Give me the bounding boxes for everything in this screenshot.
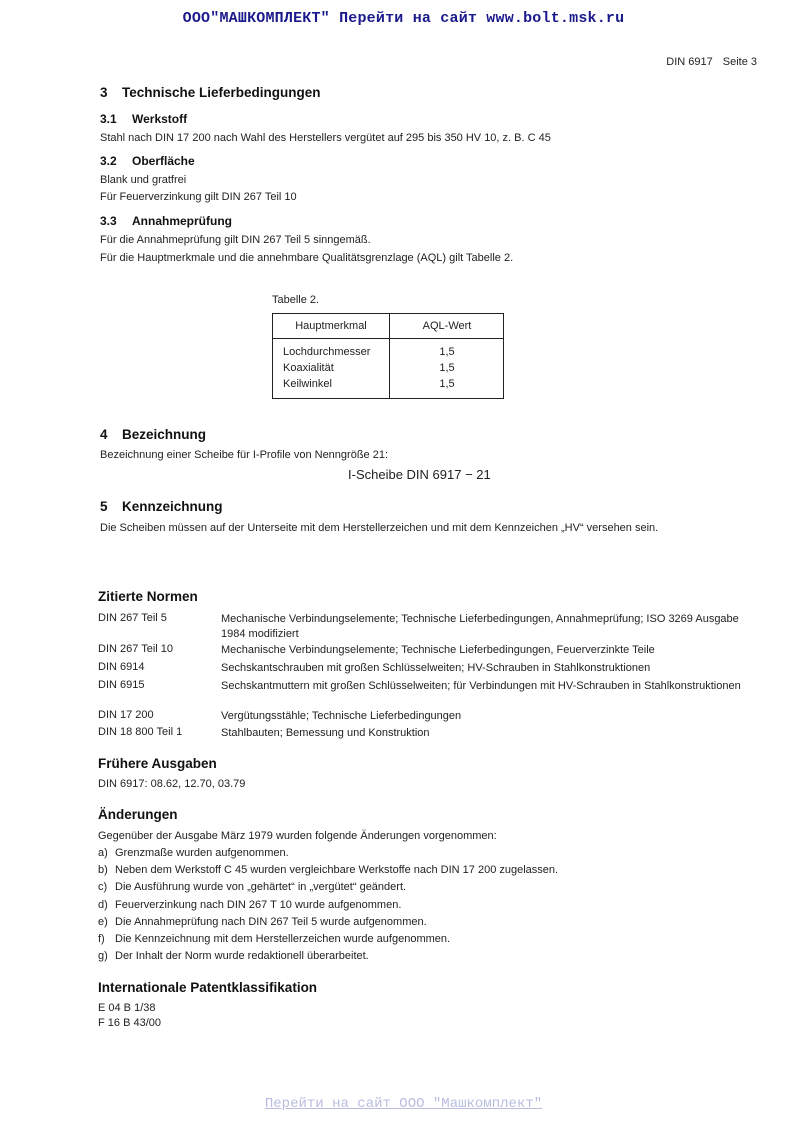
page-header (666, 56, 757, 68)
section-3-3-title: Annahmeprüfung (132, 214, 232, 228)
table-header-feature: Hauptmerkmal (295, 320, 367, 332)
marking-text: Die Scheiben müssen auf der Unterseite mit dem Herstellerzeichen und mit dem Kennzeichen „HV“ versehen sein. (100, 522, 659, 534)
cited-standard-code: DIN 6914 (98, 661, 145, 673)
earlier-editions-heading: Frühere Ausgaben (98, 756, 217, 771)
earlier-editions-text: DIN 6917: 08.62, 12.70, 03.79 (98, 778, 246, 790)
section-3-1-heading: 3.1 Werkstoff (100, 112, 188, 126)
standard-number: DIN 6917 (666, 56, 713, 68)
change-item (98, 881, 406, 893)
section-4-heading: 4 Bezeichnung (100, 427, 207, 442)
cited-standard-desc: Stahlbauten; Bemessung und Konstruktion (221, 727, 430, 739)
top-site-link[interactable]: ООО"МАШКОМПЛЕКТ" Перейти на сайт www.bolt.msk.ru (182, 10, 625, 27)
page-number: Seite 3 (722, 56, 757, 68)
table-cell-aql: 1,5 (439, 362, 455, 374)
table-cell-feature: Keilwinkel (283, 378, 332, 390)
section-3-2-title: Oberfläche (132, 154, 195, 168)
change-item (98, 847, 289, 859)
change-item (98, 899, 401, 911)
table-header-aql: AQL-Wert (422, 320, 472, 332)
cited-standard-desc: Sechskantmuttern mit großen Schlüsselweiten; für Verbindungen mit HV-Schrauben in Stahlkonstruktionen (221, 680, 741, 692)
table-cell-feature: Koaxialität (283, 362, 334, 374)
inspection-text-2: Für die Hauptmerkmale und die annehmbare Qualitätsgrenzlage (AQL) gilt Tabelle 2. (100, 252, 514, 264)
footer-site-link[interactable]: Перейти на сайт ООО "Машкомплект" (264, 1096, 543, 1112)
change-item (98, 864, 558, 876)
patent-class-line: E 04 B 1/38 (98, 1002, 156, 1014)
cited-standard-desc: Mechanische Verbindungselemente; Technische Lieferbedingungen, Annahmeprüfung; ISO 3269 Ausgabe 1984 modifiziert (221, 613, 739, 640)
table-cell-aql: 1,5 (439, 346, 455, 358)
change-item-label: a) (98, 847, 108, 859)
section-4-title: Bezeichnung (122, 427, 207, 442)
cited-standards-heading: Zitierte Normen (98, 589, 198, 604)
table-caption: Tabelle 2. (272, 294, 320, 306)
changes-heading: Änderungen (98, 807, 178, 822)
change-item (98, 950, 369, 962)
patent-class-line: F 16 B 43/00 (98, 1017, 161, 1029)
section-3-1-title: Werkstoff (132, 112, 188, 126)
inspection-text-1: Für die Annahmeprüfung gilt DIN 267 Teil 5 sinngemäß. (100, 234, 371, 246)
material-text: Stahl nach DIN 17 200 nach Wahl des Herstellers vergütet auf 295 bis 350 HV 10, z. B. C 45 (100, 132, 551, 144)
section-3-heading: 3 Technische Lieferbedingungen (100, 85, 321, 100)
designation-intro: Bezeichnung einer Scheibe für I-Profile von Nenngröße 21: (100, 449, 389, 461)
section-3-title: Technische Lieferbedingungen (122, 85, 321, 100)
changes-intro: Gegenüber der Ausgabe März 1979 wurden folgende Änderungen vorgenommen: (98, 830, 497, 842)
change-item (98, 933, 450, 945)
cited-standard-desc: Vergütungsstähle; Technische Lieferbedingungen (221, 710, 462, 722)
section-5-title: Kennzeichnung (122, 499, 223, 514)
change-item (98, 916, 427, 928)
section-3-3-heading: 3.3 Annahmeprüfung (100, 214, 232, 228)
cited-standard-code: DIN 6915 (98, 679, 145, 691)
cited-standard-code: DIN 18 800 Teil 1 (98, 726, 183, 738)
change-item-text: Grenzmaße wurden aufgenommen. (115, 847, 289, 859)
change-item-text: Die Ausführung wurde von „gehärtet“ in „vergütet“ geändert. (115, 881, 407, 893)
change-item-label: b) (98, 864, 108, 876)
surface-text-2: Für Feuerverzinkung gilt DIN 267 Teil 10 (100, 191, 297, 203)
change-item-label: d) (98, 899, 108, 911)
cited-standard-code: DIN 17 200 (98, 709, 154, 721)
change-item-text: Feuerverzinkung nach DIN 267 T 10 wurde aufgenommen. (115, 899, 402, 911)
designation-example: I-Scheibe DIN 6917 − 21 (348, 467, 491, 482)
table-cell-aql: 1,5 (439, 378, 455, 390)
table-cell-feature: Lochdurchmesser (283, 346, 371, 358)
cited-standard-desc: Sechskantschrauben mit großen Schlüsselweiten; HV-Schrauben in Stahlkonstruktionen (221, 662, 651, 674)
change-item-label: g) (98, 950, 108, 962)
change-item-text: Neben dem Werkstoff C 45 wurden vergleichbare Werkstoffe nach DIN 17 200 zugelassen. (115, 864, 559, 876)
change-item-label: e) (98, 916, 108, 928)
change-item-text: Der Inhalt der Norm wurde redaktionell überarbeitet. (115, 950, 369, 962)
cited-standard-code: DIN 267 Teil 10 (98, 643, 174, 655)
change-item-label: c) (98, 881, 108, 893)
section-5-heading: 5 Kennzeichnung (100, 499, 223, 514)
surface-text-1: Blank und gratfrei (100, 174, 187, 186)
section-3-2-heading: 3.2 Oberfläche (100, 154, 195, 168)
cited-standard-code: DIN 267 Teil 5 (98, 612, 167, 624)
patent-classification-heading: Internationale Patentklassifikation (98, 980, 318, 995)
change-item-text: Die Annahmeprüfung nach DIN 267 Teil 5 wurde aufgenommen. (115, 916, 427, 928)
cited-standard-desc: Mechanische Verbindungselemente; Technische Lieferbedingungen, Feuerverzinkte Teile (221, 644, 655, 656)
aql-table (272, 313, 504, 399)
change-item-label: f) (98, 933, 105, 945)
change-item-text: Die Kennzeichnung mit dem Herstellerzeichen wurde aufgenommen. (115, 933, 451, 945)
